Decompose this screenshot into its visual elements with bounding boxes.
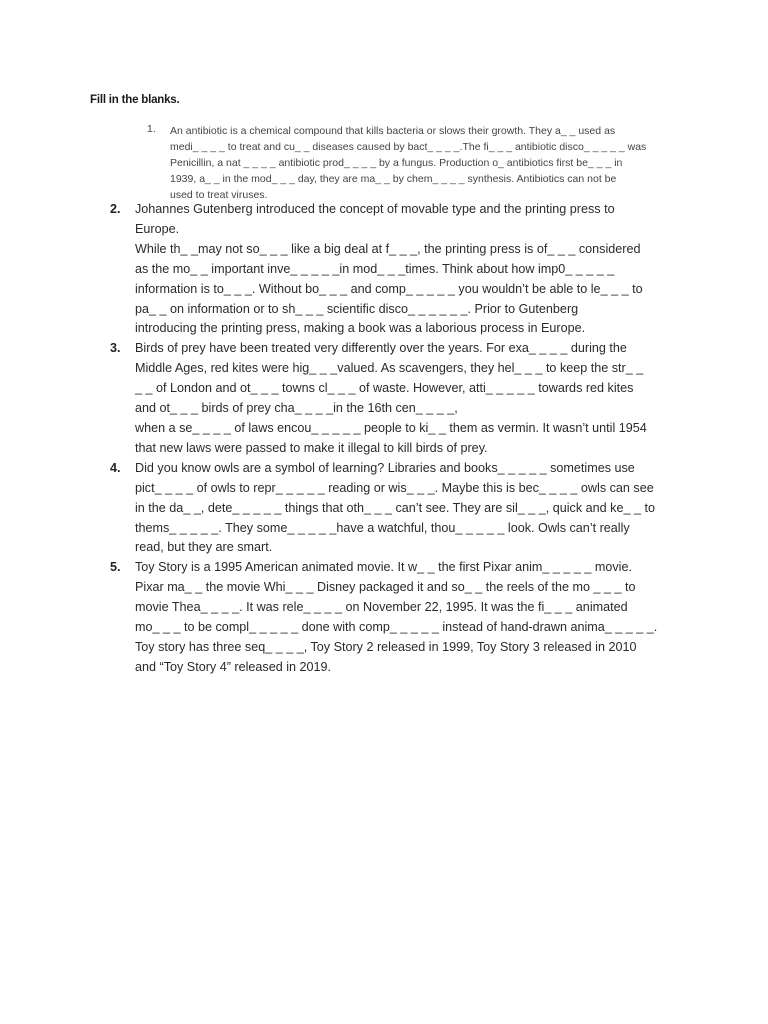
- question-text: An antibiotic is a chemical compound that kills bacteria or slows their growth. They a_ _ used as medi_ _ _ _ to treat and cu_ _ diseases caused by bact_ _ _ _.The fi_ _ _ antibiotic disco_ _ _ _ _ was Penicillin, a nat _ _ _ _ antibiotic prod_ _ _ _ by a fungus. Production o_ antibiotics first be_ _ _ in 1939, a_ _ in the mod_ _ _ day, they are ma_ _ by chem_ _ _ _ synthesis. Antibiotics can not be used to treat viruses.: [170, 125, 647, 201]
- question-number: 3.: [110, 341, 121, 356]
- question-number: 5.: [110, 560, 121, 575]
- question-2: [110, 200, 680, 339]
- question-text: Birds of prey have been treated very differently over the years. For exa_ _ _ _ during the Middle Ages, red kites were hig_ _ _valued. As scavengers, they hel_ _ _ to keep the str_ _ _ _ of London and ot_ _ _ towns cl_ _ _ of waste. However, atti_ _ _ _ _ towards red kites and ot_ _ _ birds of prey cha_ _ _ _in the 16th cen_ _ _ _, when a se_ _ _ _ of laws encou_ _ _ _ _ people to ki_ _ them as vermin. It wasn’t until 1954 that new laws were passed to make it illegal to kill birds of prey.: [135, 341, 647, 455]
- question-3: [110, 339, 680, 458]
- question-number: 2.: [110, 202, 121, 216]
- question-list: [110, 200, 680, 678]
- question-text: Johannes Gutenberg introduced the concept of movable type and the printing press to Europe. While th_ _may not so_ _ _ like a big deal at f_ _ _, the printing press is of_ _ _ considered as the mo_ _ important inve_ _ _ _ _in mod_ _ _times. Think about how imp0_ _ _ _ _ information is to_ _ _. Without bo_ _ _ and comp_ _ _ _ _ you wouldn’t be able to le_ _ _ to pa_ _ on information or to sh_ _ _ scientific disco_ _ _ _ _ _. Prior to Gutenberg introducing the printing press, making a book was a laborious process in Europe.: [135, 202, 643, 336]
- question-1: [147, 123, 677, 203]
- page-title: Fill in the blanks.: [90, 94, 180, 106]
- question-number: 4.: [110, 460, 121, 475]
- question-text: Toy Story is a 1995 American animated movie. It w_ _ the first Pixar anim_ _ _ _ _ movie. Pixar ma_ _ the movie Whi_ _ _ Disney packaged it and so_ _ the reels of the mo _ _ _ to movie Thea_ _ _ _. It was rele_ _ _ _ on November 22, 1995. It was the fi_ _ _ animated mo_ _ _ to be compl_ _ _ _ _ done with comp_ _ _ _ _ instead of hand-drawn anima_ _ _ _ _. Toy story has three seq_ _ _ _, Toy Story 2 released in 1999, Toy Story 3 released in 2010 and “Toy Story 4” released in 2019.: [135, 560, 658, 674]
- question-5: [110, 558, 680, 677]
- question-number: 1.: [147, 123, 156, 135]
- question-text: Did you know owls are a symbol of learning? Libraries and books_ _ _ _ _ sometimes use pict_ _ _ _ of owls to repr_ _ _ _ _ reading or wis_ _ _. Maybe this is bec_ _ _ _ owls can see in the da_ _, dete_ _ _ _ _ things that oth_ _ _ can’t see. They are sil_ _ _, quick and ke_ _ to thems_ _ _ _ _. They some_ _ _ _ _have a watchful, thou_ _ _ _ _ look. Owls can’t really read, but they are smart.: [135, 460, 655, 555]
- question-4: [110, 459, 680, 559]
